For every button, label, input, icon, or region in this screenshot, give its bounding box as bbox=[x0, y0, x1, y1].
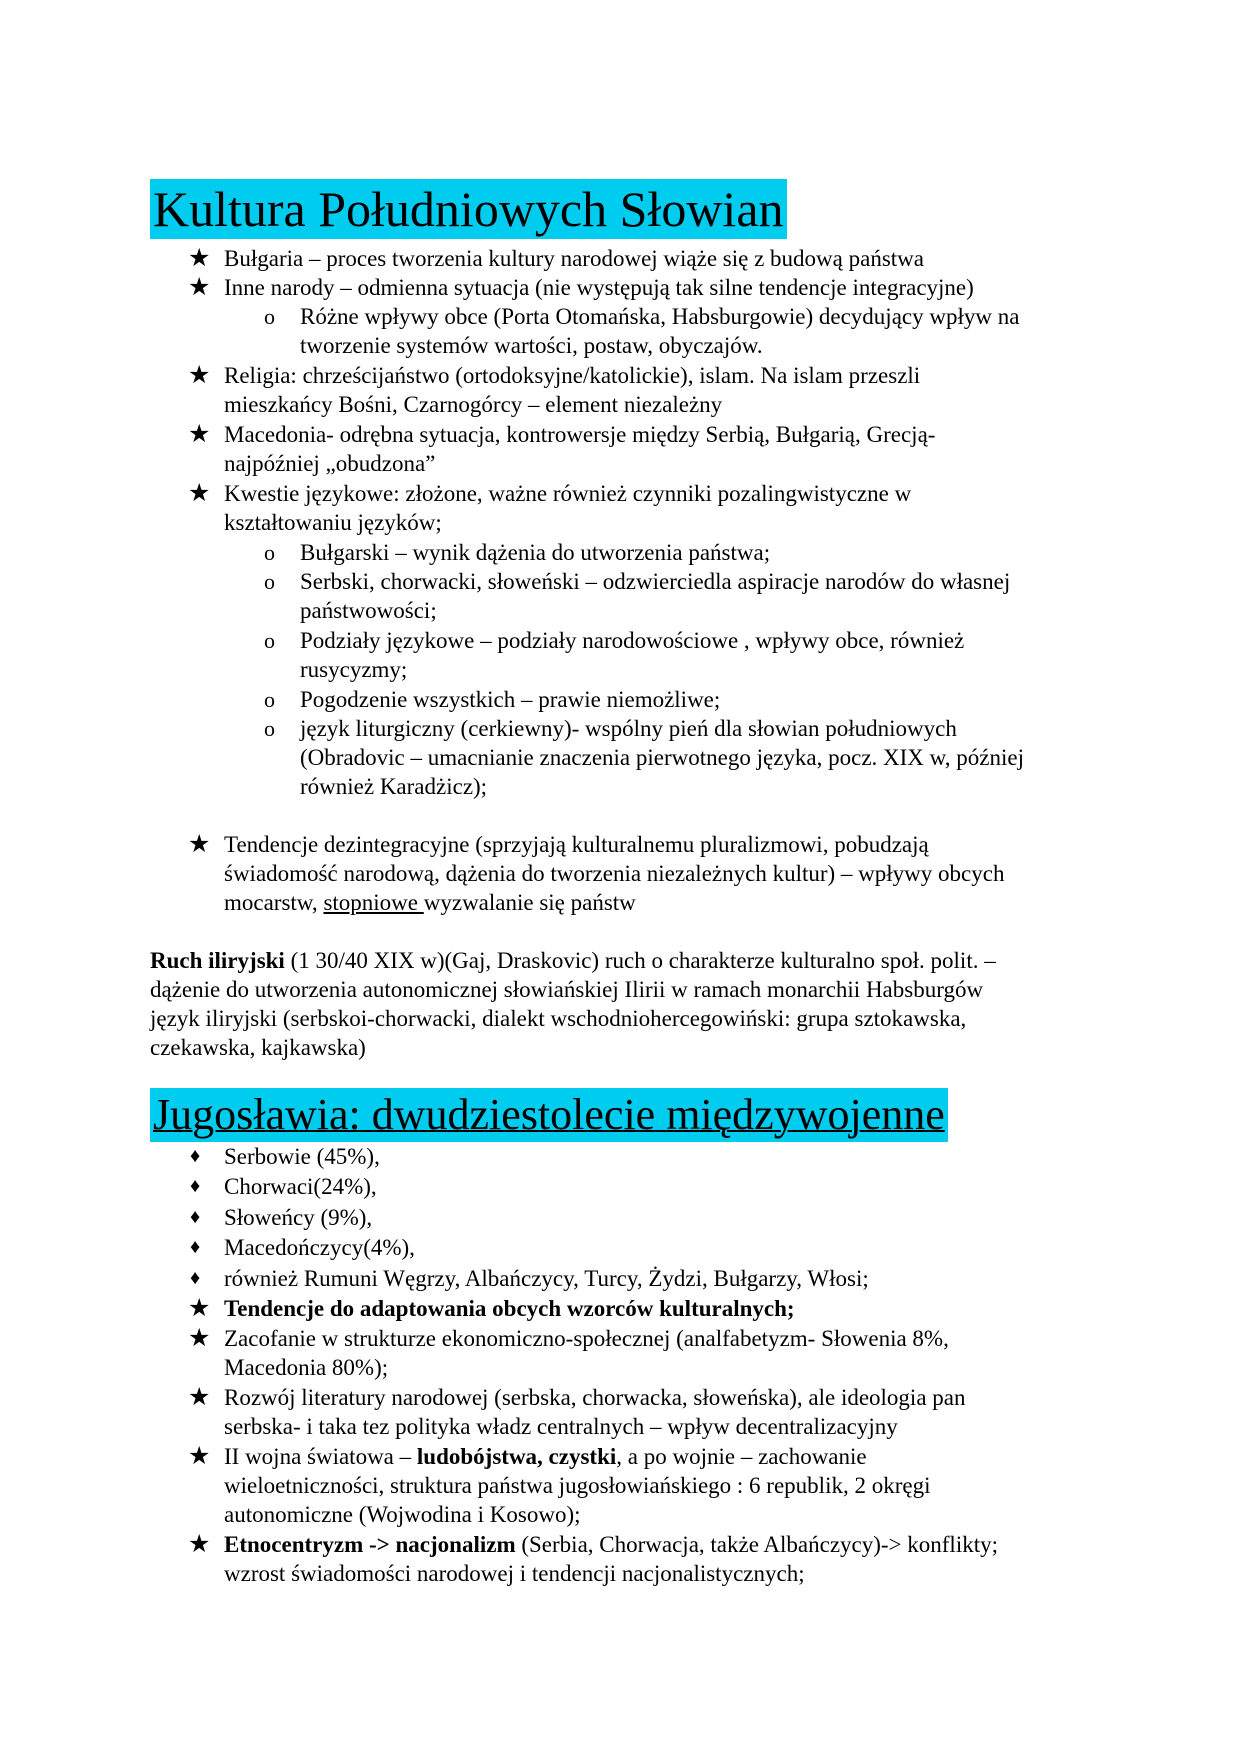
star-bullet-icon: ★ bbox=[188, 362, 211, 389]
underlined-text: stopniowe bbox=[323, 890, 424, 915]
list-item: Rozwój literatury narodowej (serbska, chorwacka, słoweńska), ale ideologia pan bbox=[224, 1385, 966, 1410]
bold-term: Ruch iliryjski bbox=[150, 948, 285, 973]
list-item: Zacofanie w strukturze ekonomiczno-społecznej (analfabetyzm- Słowenia 8%, bbox=[224, 1326, 949, 1351]
list-item: Kwestie językowe: złożone, ważne również czynniki pozalingwistyczne w bbox=[224, 481, 912, 506]
list-item: Serbowie (45%), bbox=[224, 1144, 380, 1169]
list-item: Religia: chrześcijaństwo (ortodoksyjne/katolickie), islam. Na islam przeszli bbox=[224, 363, 921, 388]
paragraph-line: dążenie do utworzenia autonomicznej słowiańskiej Ilirii w ramach monarchii Habsburgów bbox=[150, 977, 984, 1002]
sub-list-item: Podziały językowe – podziały narodowościowe , wpływy obce, również bbox=[300, 628, 965, 653]
sub-list-item: Pogodzenie wszystkich – prawie niemożliwe; bbox=[300, 687, 721, 712]
list-item bbox=[224, 1530, 998, 1559]
list-item: Inne narody – odmienna sytuacja (nie występują tak silne tendencje integracyjne) bbox=[224, 275, 974, 300]
star-bullet-icon: ★ bbox=[188, 1325, 211, 1352]
list-item-cont: serbska- i taka tez polityka władz centralnych – wpływ decentralizacyjny bbox=[224, 1414, 898, 1439]
list-item-cont: wieloetniczności, struktura państwa jugosłowiańskiego : 6 republik, 2 okręgi bbox=[224, 1473, 931, 1498]
sub-list-item-cont: (Obradovic – umacnianie znaczenia pierwotnego języka, pocz. XIX w, później bbox=[300, 745, 1024, 770]
circle-bullet-icon: o bbox=[264, 716, 275, 741]
star-bullet-icon: ★ bbox=[188, 245, 211, 272]
list-item: Macedonia- odrębna sytuacja, kontrowersje między Serbią, Bułgarią, Grecją- bbox=[224, 422, 936, 447]
diamond-bullet-icon: ♦ bbox=[190, 1236, 201, 1258]
list-item-cont: najpóźniej „obudzona” bbox=[224, 451, 436, 476]
diamond-bullet-icon: ♦ bbox=[190, 1267, 201, 1289]
list-item-cont: Macedonia 80%); bbox=[224, 1355, 389, 1380]
bold-term: Etnocentryzm -> nacjonalizm bbox=[224, 1532, 516, 1557]
star-bullet-icon: ★ bbox=[188, 1531, 211, 1558]
text-run: (1 30/40 XIX w)(Gaj, Draskovic) ruch o charakterze kulturalno społ. polit. – bbox=[284, 948, 996, 973]
paragraph-line: czekawska, kajkawska) bbox=[150, 1035, 366, 1060]
list-item: Macedończycy(4%), bbox=[224, 1235, 415, 1260]
list-item-cont bbox=[224, 888, 636, 917]
star-bullet-icon: ★ bbox=[188, 480, 211, 507]
section-heading-jugoslawia: Jugosławia: dwudziestolecie międzywojenne bbox=[150, 1088, 948, 1142]
text-run: mocarstw, bbox=[224, 890, 324, 915]
sub-list-item: Różne wpływy obce (Porta Otomańska, Habsburgowie) decydujący wpływ na bbox=[300, 304, 1020, 329]
sub-list-item: Bułgarski – wynik dążenia do utworzenia państwa; bbox=[300, 540, 771, 565]
text-run: wyzwalanie się państw bbox=[423, 890, 636, 915]
bold-term: ludobójstwa, czystki bbox=[416, 1444, 617, 1469]
paragraph-line: język iliryjski (serbskoi-chorwacki, dialekt wschodniohercegowiński: grupa sztokawska, bbox=[150, 1006, 967, 1031]
text-run: , a po wojnie – zachowanie bbox=[616, 1444, 867, 1469]
list-item: Słoweńcy (9%), bbox=[224, 1205, 373, 1230]
star-bullet-icon: ★ bbox=[188, 1384, 211, 1411]
list-item: Tendencje do adaptowania obcych wzorców kulturalnych; bbox=[224, 1296, 795, 1321]
circle-bullet-icon: o bbox=[264, 569, 275, 594]
sub-list-item: Serbski, chorwacki, słoweński – odzwierciedla aspiracje narodów do własnej bbox=[300, 569, 1011, 594]
list-item: Chorwaci(24%), bbox=[224, 1174, 377, 1199]
sub-list-item-cont: również Karadżicz); bbox=[300, 774, 488, 799]
text-run: II wojna światowa – bbox=[224, 1444, 417, 1469]
star-bullet-icon: ★ bbox=[188, 1295, 211, 1322]
sub-list-item: język liturgiczny (cerkiewny)- wspólny pień dla słowian południowych bbox=[300, 716, 957, 741]
list-item: również Rumuni Węgrzy, Albańczycy, Turcy, Żydzi, Bułgarzy, Włosi; bbox=[224, 1266, 869, 1291]
sub-list-item-cont: rusycyzmy; bbox=[300, 657, 408, 682]
list-item-cont: wzrost świadomości narodowej i tendencji nacjonalistycznych; bbox=[224, 1561, 805, 1586]
list-item-cont: mieszkańcy Bośni, Czarnogórcy – element niezależny bbox=[224, 392, 723, 417]
circle-bullet-icon: o bbox=[264, 687, 275, 712]
circle-bullet-icon: o bbox=[264, 628, 275, 653]
paragraph-line bbox=[150, 946, 996, 975]
text-run: (Serbia, Chorwacja, także Albańczycy)-> konflikty; bbox=[515, 1532, 998, 1557]
circle-bullet-icon: o bbox=[264, 304, 275, 329]
star-bullet-icon: ★ bbox=[188, 1443, 211, 1470]
sub-list-item-cont: państwowości; bbox=[300, 598, 437, 623]
circle-bullet-icon: o bbox=[264, 540, 275, 565]
list-item-cont: świadomość narodową, dążenia do tworzenia niezależnych kultur) – wpływy obcych bbox=[224, 861, 1005, 886]
star-bullet-icon: ★ bbox=[188, 274, 211, 301]
diamond-bullet-icon: ♦ bbox=[190, 1145, 201, 1167]
list-item: Bułgaria – proces tworzenia kultury narodowej wiąże się z budową państwa bbox=[224, 246, 924, 271]
list-item-cont: kształtowaniu języków; bbox=[224, 510, 442, 535]
list-item bbox=[224, 1442, 867, 1471]
star-bullet-icon: ★ bbox=[188, 421, 211, 448]
list-item-cont: autonomiczne (Wojwodina i Kosowo); bbox=[224, 1502, 581, 1527]
diamond-bullet-icon: ♦ bbox=[190, 1175, 201, 1197]
list-item: Tendencje dezintegracyjne (sprzyjają kulturalnemu pluralizmowi, pobudzają bbox=[224, 832, 929, 857]
diamond-bullet-icon: ♦ bbox=[190, 1206, 201, 1228]
star-bullet-icon: ★ bbox=[188, 831, 211, 858]
sub-list-item-cont: tworzenie systemów wartości, postaw, obyczajów. bbox=[300, 333, 763, 358]
section-heading-kultura: Kultura Południowych Słowian bbox=[150, 179, 787, 239]
